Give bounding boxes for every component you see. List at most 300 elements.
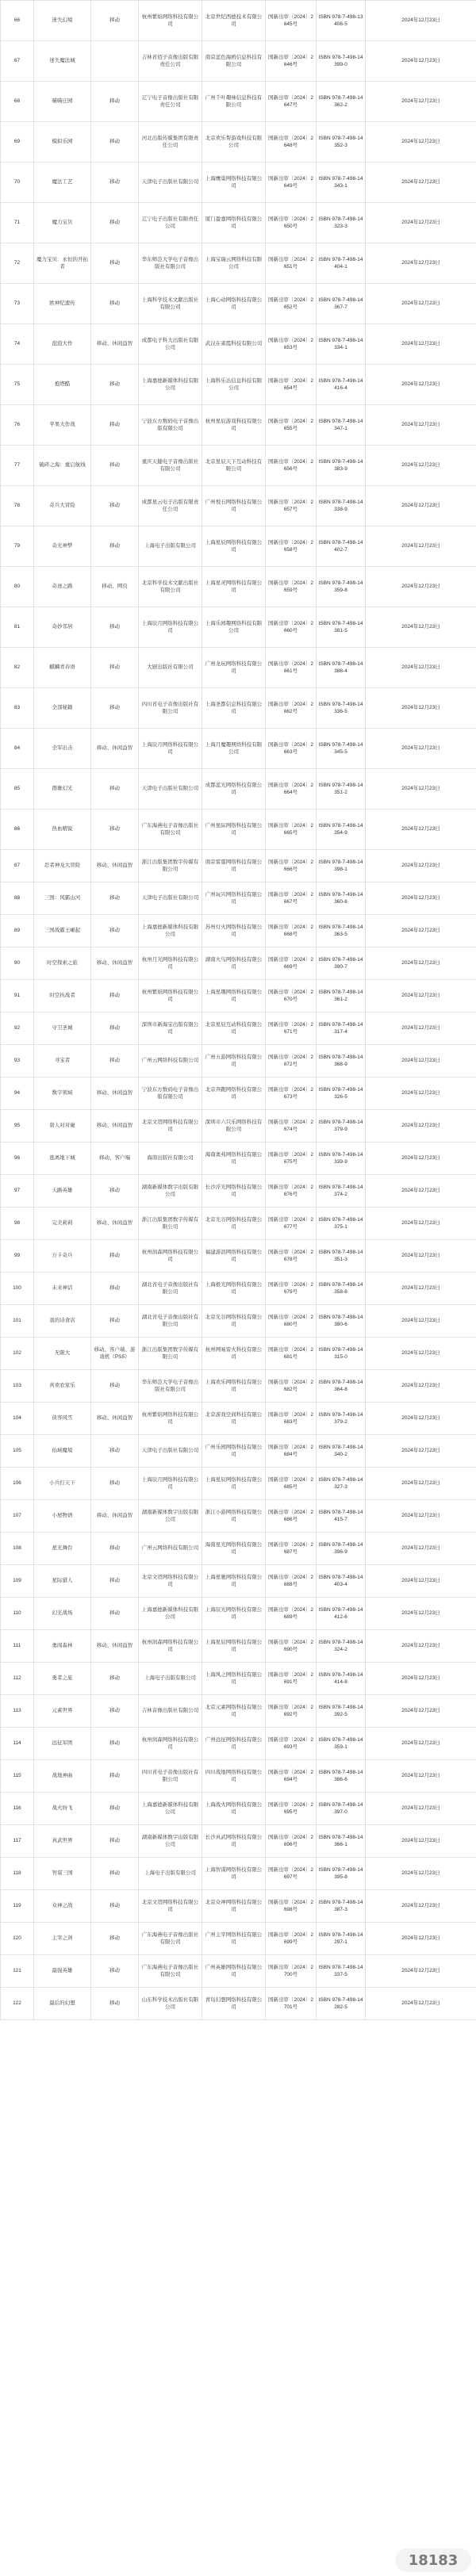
cell-category: 移动 [91,486,139,526]
cell-no: 117 [1,1825,34,1858]
cell-no: 109 [1,1565,34,1598]
cell-no: 113 [1,1695,34,1728]
cell-date: 2024年12月23日 [366,1110,476,1143]
cell-publisher: 上海科学技术文献出版社有限公司 [139,284,202,324]
cell-doc: 国新出审〔2024〕2650号 [266,203,317,243]
cell-name: 时空执战者 [34,980,91,1012]
cell-category: 移动 [91,1240,139,1273]
cell-doc: 国新出审〔2024〕2690号 [266,1630,317,1663]
cell-category: 移动、休闲益智 [91,1500,139,1533]
cell-isbn: ISBN 978-7-498-14374-2 [317,1175,366,1208]
cell-doc: 国新出审〔2024〕2689号 [266,1598,317,1630]
cell-no: 80 [1,567,34,607]
table-row [1,947,476,980]
cell-operator: 上海风之网络科技有限公司 [202,1663,266,1695]
cell-isbn: ISBN 978-7-498-14367-7 [317,284,366,324]
cell-no: 108 [1,1533,34,1565]
cell-operator: 上海辰光网络科技有限公司 [202,1598,266,1630]
cell-operator: 广州五游网络科技有限公司 [202,1045,266,1077]
cell-name: 小兵打天下 [34,1468,91,1500]
cell-no: 105 [1,1435,34,1468]
cell-category: 移动 [91,1305,139,1338]
cell-doc: 国新出审〔2024〕2653号 [266,324,317,365]
cell-category: 移动 [91,1468,139,1500]
cell-no: 67 [1,41,34,82]
cell-publisher: 广东海燕电子音像出版社有限公司 [139,810,202,850]
cell-name: 主宰之剑 [34,1923,91,1955]
cell-date: 2024年12月23日 [366,1565,476,1598]
cell-doc: 国新出审〔2024〕2660号 [266,607,317,648]
cell-category: 移动 [91,1858,139,1890]
cell-category: 移动 [91,365,139,405]
table-row [1,1143,476,1175]
cell-doc: 国新出审〔2024〕2684号 [266,1435,317,1468]
table-row [1,688,476,729]
cell-date: 2024年12月23日 [366,882,476,915]
cell-date: 2024年12月23日 [366,1858,476,1890]
cell-isbn: ISBN 978-7-498-14383-9 [317,446,366,486]
cell-operator: 海南奥弗网络科技有限公司 [202,1143,266,1175]
cell-doc: 国新出审〔2024〕2692号 [266,1695,317,1728]
cell-no: 74 [1,324,34,365]
cell-operator: 南京蓝色海鸥信息科技有限公司 [202,41,266,82]
cell-isbn: ISBN 978-7-498-14358-6 [317,1273,366,1305]
table-row [1,1370,476,1403]
cell-no: 94 [1,1077,34,1110]
cell-category: 移动 [91,1988,139,2020]
table-row [1,1208,476,1240]
table-row [1,1500,476,1533]
cell-operator: 广州乐园网络科技有限公司 [202,1435,266,1468]
cell-publisher: 杭州紫焰网络科技有限公司 [139,1,202,41]
cell-date: 2024年12月23日 [366,1630,476,1663]
cell-name: 勇闯森林 [34,1630,91,1663]
cell-operator: 武汉在雀霞科技有限公司 [202,324,266,365]
cell-date: 2024年12月23日 [366,769,476,810]
cell-publisher: 湖北省电子音像出版社有限公司 [139,1305,202,1338]
cell-no: 76 [1,405,34,446]
cell-category: 移动、休闲益智 [91,1110,139,1143]
cell-doc: 国新出审〔2024〕2645号 [266,1,317,41]
cell-isbn: ISBN 978-7-498-14351-2 [317,769,366,810]
cell-isbn: ISBN 978-7-498-14361-2 [317,980,366,1012]
cell-publisher: 杭州润森网络科技有限公司 [139,1728,202,1760]
cell-doc: 国新出审〔2024〕2698号 [266,1890,317,1923]
cell-isbn: ISBN 978-7-498-14345-5 [317,729,366,769]
cell-publisher: 上海嘉德新媒体科技有限公司 [139,1793,202,1825]
cell-no: 100 [1,1273,34,1305]
cell-doc: 国新出审〔2024〕2694号 [266,1760,317,1793]
table-row [1,1435,476,1468]
cell-category: 移动 [91,82,139,122]
cell-doc: 国新出审〔2024〕2681号 [266,1338,317,1370]
cell-publisher: 上海辰月网络科技有限公司 [139,607,202,648]
cell-isbn: ISBN 978-7-498-14395-8 [317,1858,366,1890]
cell-no: 119 [1,1890,34,1923]
cell-category: 移动、休闲益智 [91,1208,139,1240]
cell-publisher: 杭州润森网络科技有限公司 [139,1630,202,1663]
cell-doc: 国新出审〔2024〕2678号 [266,1240,317,1273]
cell-no: 77 [1,446,34,486]
cell-operator: 长沙浮光网络科技有限公司 [202,1175,266,1208]
cell-category: 移动、休闲益智 [91,729,139,769]
table-row [1,365,476,405]
cell-operator: 广州主宰网络科技有限公司 [202,1923,266,1955]
cell-date: 2024年12月23日 [366,947,476,980]
cell-publisher: 浙江出版集团数字传媒有限公司 [139,1208,202,1240]
cell-operator: 海南星光网络科技有限公司 [202,1533,266,1565]
cell-name: 寻宝者 [34,1045,91,1077]
cell-category: 移动 [91,1533,139,1565]
cell-date: 2024年12月23日 [366,1890,476,1923]
cell-doc: 国新出审〔2024〕2676号 [266,1175,317,1208]
table-row [1,1403,476,1435]
cell-operator: 上海月魔趣网络科技有限公司 [202,729,266,769]
cell-publisher: 上海辰月网络科技有限公司 [139,1468,202,1500]
cell-isbn: ISBN 978-7-498-14351-3 [317,1240,366,1273]
cell-operator: 北京游戏空间科技有限公司 [202,1403,266,1435]
cell-no: 87 [1,850,34,882]
cell-date: 2024年12月23日 [366,243,476,284]
cell-no: 92 [1,1012,34,1045]
cell-isbn: ISBN 978-7-498-14397-0 [317,1793,366,1825]
cell-date: 2024年12月23日 [366,1923,476,1955]
table-row [1,1825,476,1858]
table-row [1,1695,476,1728]
cell-isbn: ISBN 978-7-498-14334-1 [317,324,366,365]
cell-isbn: ISBN 978-7-498-14375-1 [317,1208,366,1240]
cell-publisher: 大厨出版社有限公司 [139,648,202,688]
cell-category: 移动 [91,1273,139,1305]
cell-operator: 北京奔跑网络科技有限公司 [202,1077,266,1110]
cell-doc: 国新出审〔2024〕2677号 [266,1208,317,1240]
cell-operator: 上海星辰网络科技有限公司 [202,526,266,567]
cell-name: 三国战霸王崛起 [34,915,91,947]
cell-date: 2024年12月23日 [366,1533,476,1565]
cell-date: 2024年12月23日 [366,1695,476,1728]
cell-doc: 国新出审〔2024〕2647号 [266,82,317,122]
cell-operator: 广州龙玩网络科技有限公司 [202,648,266,688]
cell-no: 95 [1,1110,34,1143]
cell-category: 移动 [91,1,139,41]
cell-category: 移动、休闲益智 [91,1630,139,1663]
cell-no: 72 [1,243,34,284]
cell-operator: 湖南火鸟网络科技有限公司 [202,947,266,980]
cell-name: 真武世界 [34,1825,91,1858]
cell-name: 魔力宝贝：永恒的开拓者 [34,243,91,284]
cell-name: 模拟乐园 [34,122,91,163]
cell-name: 欧神纪遗传 [34,284,91,324]
cell-operator: 北京星辰互动科技有限公司 [202,1012,266,1045]
cell-date: 2024年12月23日 [366,980,476,1012]
cell-isbn: ISBN 978-7-498-14352-3 [317,122,366,163]
cell-category: 移动 [91,980,139,1012]
cell-operator: 广州玩兴网络科技有限公司 [202,882,266,915]
cell-operator: 上海鹰巢网络科技有限公司 [202,163,266,203]
cell-date: 2024年12月23日 [366,284,476,324]
table-row [1,41,476,82]
cell-name: 奇兵大冒险 [34,486,91,526]
table-row [1,1565,476,1598]
cell-publisher: 上海辰月网络科技有限公司 [139,729,202,769]
cell-date: 2024年12月23日 [366,688,476,729]
cell-name: 小屋物语 [34,1500,91,1533]
cell-doc: 国新出审〔2024〕2695号 [266,1793,317,1825]
cell-operator: 上海智谋网络科技有限公司 [202,1858,266,1890]
cell-date: 2024年12月23日 [366,1663,476,1695]
cell-doc: 国新出审〔2024〕2700号 [266,1955,317,1988]
cell-category: 移动 [91,607,139,648]
table-row [1,1955,476,1988]
cell-isbn: ISBN 978-7-498-14392-5 [317,1695,366,1728]
table-row [1,1012,476,1045]
cell-isbn: ISBN 978-7-498-14398-1 [317,850,366,882]
cell-category: 移动 [91,243,139,284]
table-row [1,1240,476,1273]
cell-doc: 国新出审〔2024〕2666号 [266,850,317,882]
cell-operator: 北京光谷网络科技有限公司 [202,1305,266,1338]
cell-name: 群雄幻光 [34,769,91,810]
cell-doc: 国新出审〔2024〕2655号 [266,405,317,446]
cell-date: 2024年12月23日 [366,41,476,82]
cell-publisher: 湖北省电子音像出版社有限公司 [139,1273,202,1305]
cell-no: 86 [1,810,34,850]
cell-name: 逃离地下城 [34,1143,91,1175]
cell-no: 85 [1,769,34,810]
cell-doc: 国新出审〔2024〕2674号 [266,1110,317,1143]
cell-publisher: 辽宁电子音像出版社有限责任公司 [139,82,202,122]
cell-publisher: 湖南新媒体数字出版有限公司 [139,1500,202,1533]
cell-name: 奇光神梦 [34,526,91,567]
cell-operator: 广州千叶趣味信息科技有限公司 [202,82,266,122]
table-row [1,882,476,915]
cell-no: 90 [1,947,34,980]
cell-operator: 杭州星辰游戏科技有限公司 [202,405,266,446]
cell-isbn: ISBN 978-7-498-14379-9 [317,1110,366,1143]
cell-doc: 国新出审〔2024〕2652号 [266,284,317,324]
cell-date: 2024年12月23日 [366,915,476,947]
cell-no: 121 [1,1955,34,1988]
cell-name: 喵喵庄园 [34,82,91,122]
cell-no: 103 [1,1370,34,1403]
cell-category: 移动 [91,1370,139,1403]
cell-operator: 北京光谷网络科技有限公司 [202,1208,266,1240]
cell-category: 移动、休闲益智 [91,1077,139,1110]
table-row [1,163,476,203]
table-row [1,1760,476,1793]
cell-name: 侠客风雪 [34,1403,91,1435]
table-row [1,1077,476,1110]
cell-isbn: ISBN 978-7-498-14354-9 [317,810,366,850]
cell-no: 110 [1,1598,34,1630]
cell-operator: 北京众神网络科技有限公司 [202,1890,266,1923]
cell-no: 93 [1,1045,34,1077]
cell-no: 78 [1,486,34,526]
table-row [1,769,476,810]
cell-date: 2024年12月23日 [366,1793,476,1825]
table-row [1,980,476,1012]
cell-publisher: 杭州润森网络科技有限公司 [139,1240,202,1273]
cell-doc: 国新出审〔2024〕2699号 [266,1923,317,1955]
cell-doc: 国新出审〔2024〕2679号 [266,1273,317,1305]
cell-isbn: ISBN 978-7-498-14360-6 [317,882,366,915]
cell-publisher: 华东师范大学电子音像出版社有限公司 [139,1370,202,1403]
cell-doc: 国新出审〔2024〕2682号 [266,1370,317,1403]
cell-no: 68 [1,82,34,122]
cell-doc: 国新出审〔2024〕2688号 [266,1565,317,1598]
cell-publisher: 杭州紫焰网络科技有限公司 [139,980,202,1012]
cell-no: 75 [1,365,34,405]
cell-category: 移动 [91,1012,139,1045]
table-row [1,1988,476,2020]
table-row [1,1793,476,1825]
cell-no: 82 [1,648,34,688]
cell-isbn: ISBN 978-7-498-14412-6 [317,1598,366,1630]
cell-doc: 国新出审〔2024〕2685号 [266,1468,317,1500]
table-row [1,284,476,324]
cell-operator: 杭州网易雷火科技有限公司 [202,1338,266,1370]
cell-operator: 福建游浪网络科技有限公司 [202,1240,266,1273]
cell-name: 最后的幻想 [34,1988,91,2020]
cell-category: 移动、客户端 [91,1143,139,1175]
cell-date: 2024年12月23日 [366,324,476,365]
cell-no: 101 [1,1305,34,1338]
cell-name: 苹果大作战 [34,405,91,446]
cell-no: 88 [1,882,34,915]
cell-name: 星际猎人 [34,1565,91,1598]
cell-doc: 国新出审〔2024〕2665号 [266,810,317,850]
cell-name: 魔力宝贝 [34,203,91,243]
table-row [1,446,476,486]
cell-date: 2024年12月23日 [366,607,476,648]
cell-isbn: ISBN 978-7-498-14368-9 [317,1045,366,1077]
cell-operator: 四川战地网络科技有限公司 [202,1760,266,1793]
cell-no: 115 [1,1760,34,1793]
cell-category: 移动 [91,688,139,729]
cell-publisher: 上海电子出版有限公司 [139,526,202,567]
cell-operator: 成都蓝光网络科技有限公司 [202,769,266,810]
cell-publisher: 北京文贺网络科技有限公司 [139,1890,202,1923]
cell-publisher: 北京文贺网络科技有限公司 [139,1110,202,1143]
table-row [1,203,476,243]
cell-name: 炮塔酷 [34,365,91,405]
table-row [1,1110,476,1143]
cell-name: 智谋三国 [34,1858,91,1890]
cell-date: 2024年12月23日 [366,1077,476,1110]
cell-publisher: 成都电子科大出版社有限公司 [139,324,202,365]
cell-name: 幻光战场 [34,1598,91,1630]
cell-doc: 国新出审〔2024〕2658号 [266,526,317,567]
cell-operator: 浙江小游网络科技有限公司 [202,1500,266,1533]
cell-category: 移动 [91,122,139,163]
cell-isbn: ISBN 978-7-498-14366-1 [317,1825,366,1858]
cell-publisher: 四川省电子音像出版社有限公司 [139,688,202,729]
cell-category: 移动 [91,163,139,203]
cell-publisher: 天津电子出版社有限公司 [139,163,202,203]
cell-category: 移动 [91,446,139,486]
cell-operator: 北京欢乐帮游戏科技有限公司 [202,122,266,163]
cell-name: 元素世界 [34,1695,91,1728]
table-row [1,607,476,648]
table-row [1,1858,476,1890]
cell-isbn: ISBN 978-7-498-14380-6 [317,1305,366,1338]
cell-no: 99 [1,1240,34,1273]
cell-isbn: ISBN 978-7-498-13406-5 [317,1,366,41]
cell-isbn: ISBN 978-7-498-14359-1 [317,1728,366,1760]
cell-name: 喜欢农家乐 [34,1370,91,1403]
table-row [1,915,476,947]
cell-date: 2024年12月23日 [366,1143,476,1175]
table-body [1,1,476,2020]
cell-operator: 上海星驰网络科技有限公司 [202,1565,266,1598]
table-row [1,324,476,365]
cell-name: 迷失魔法城 [34,41,91,82]
cell-publisher: 宁波东方数码电子音像出版有限公司 [139,405,202,446]
cell-publisher: 浙江出版集团数字传媒有限公司 [139,1338,202,1370]
cell-isbn: ISBN 978-7-498-14416-4 [317,365,366,405]
cell-operator: 上海欢乐网络科技有限公司 [202,1370,266,1403]
table-row [1,729,476,769]
cell-isbn: ISBN 978-7-498-14399-0 [317,41,366,82]
table-row [1,648,476,688]
cell-date: 2024年12月23日 [366,1370,476,1403]
cell-no: 116 [1,1793,34,1825]
cell-date: 2024年12月23日 [366,1305,476,1338]
cell-operator: 上海圣都信息科技有限公司 [202,688,266,729]
cell-date: 2024年12月23日 [366,729,476,769]
cell-no: 107 [1,1500,34,1533]
cell-operator: 苏州灯火网络科技有限公司 [202,915,266,947]
cell-doc: 国新出审〔2024〕2661号 [266,648,317,688]
cell-category: 移动 [91,1565,139,1598]
cell-isbn: ISBN 978-7-498-14317-4 [317,1012,366,1045]
cell-publisher: 北京科学技术文献出版社有限公司 [139,567,202,607]
cell-category: 移动 [91,1045,139,1077]
table-row [1,1890,476,1923]
cell-category: 移动 [91,1598,139,1630]
cell-doc: 国新出审〔2024〕2656号 [266,446,317,486]
cell-category: 移动 [91,1825,139,1858]
cell-isbn: ISBN 978-7-498-14363-5 [317,915,366,947]
cell-no: 91 [1,980,34,1012]
cell-doc: 国新出审〔2024〕2668号 [266,915,317,947]
cell-date: 2024年12月23日 [366,1273,476,1305]
cell-no: 120 [1,1923,34,1955]
cell-name: 战地神曲 [34,1760,91,1793]
cell-publisher: 重庆天健电子音像出版社有限公司 [139,446,202,486]
table-row [1,1533,476,1565]
cell-no: 69 [1,122,34,163]
cell-doc: 国新出审〔2024〕2672号 [266,1045,317,1077]
cell-publisher: 吉林省佰子音像出版有限责任公司 [139,41,202,82]
cell-doc: 国新出审〔2024〕2680号 [266,1305,317,1338]
table-row [1,850,476,882]
cell-name: 三国：风霸山河 [34,882,91,915]
cell-name: 我的诗食店 [34,1305,91,1338]
cell-doc: 国新出审〔2024〕2696号 [266,1825,317,1858]
cell-isbn: ISBN 978-7-498-14338-9 [317,486,366,526]
table-row [1,1045,476,1077]
cell-publisher: 杭州月光网络科技有限公司 [139,947,202,980]
cell-operator: 长沙真武网络科技有限公司 [202,1825,266,1858]
cell-date: 2024年12月23日 [366,648,476,688]
cell-name: 泡泡大作 [34,324,91,365]
cell-doc: 国新出审〔2024〕2663号 [266,729,317,769]
cell-date: 2024年12月23日 [366,163,476,203]
cell-publisher: 上海电子出版有限公司 [139,1858,202,1890]
cell-publisher: 广东海燕电子音像出版社有限公司 [139,1955,202,1988]
table-row [1,82,476,122]
